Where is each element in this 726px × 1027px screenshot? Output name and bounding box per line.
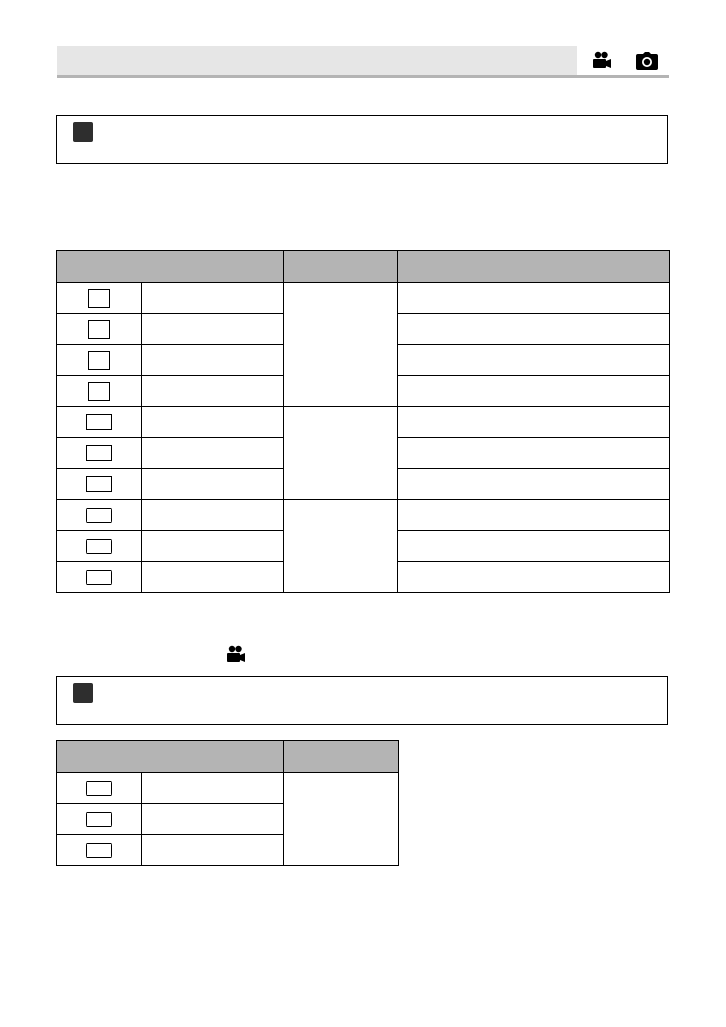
group-cell [284, 407, 398, 500]
group-cell [284, 500, 398, 593]
note-marker-icon [73, 122, 93, 142]
column-header [284, 251, 398, 283]
note-box [56, 115, 668, 164]
row-label [142, 500, 284, 531]
wide-aspect-icon [86, 414, 112, 430]
column-header [398, 251, 670, 283]
row-label [142, 314, 284, 345]
row-value [398, 500, 670, 531]
column-header [57, 741, 284, 773]
settings-table [56, 250, 670, 593]
row-label [142, 469, 284, 500]
header-divider [57, 75, 669, 78]
note-marker-icon [73, 683, 93, 703]
row-label [142, 345, 284, 376]
square-aspect-icon [88, 289, 110, 308]
row-label [142, 531, 284, 562]
table-row [57, 500, 670, 531]
panorama-aspect-icon [86, 508, 112, 523]
row-label [142, 438, 284, 469]
row-value [398, 376, 670, 407]
video-camera-icon [226, 645, 246, 663]
row-label [142, 835, 284, 866]
column-header [57, 251, 284, 283]
panorama-aspect-icon [86, 843, 112, 858]
row-value [398, 562, 670, 593]
panorama-aspect-icon [86, 539, 112, 554]
row-value [398, 345, 670, 376]
note-box [56, 676, 668, 725]
photo-camera-icon [636, 52, 658, 70]
square-aspect-icon [88, 351, 110, 370]
group-cell [284, 283, 398, 407]
row-value [398, 531, 670, 562]
row-label [142, 407, 284, 438]
table-row [57, 773, 399, 804]
table-row [57, 407, 670, 438]
row-value [398, 407, 670, 438]
row-value [398, 283, 670, 314]
square-aspect-icon [88, 320, 110, 339]
panorama-aspect-icon [86, 570, 112, 585]
video-settings-table [56, 740, 399, 866]
row-label [142, 562, 284, 593]
row-value [398, 314, 670, 345]
square-aspect-icon [88, 382, 110, 401]
video-camera-icon [592, 51, 612, 69]
header-bar [57, 46, 577, 75]
column-header [284, 741, 399, 773]
wide-aspect-icon [86, 445, 112, 461]
row-value [398, 438, 670, 469]
wide-aspect-icon [86, 476, 112, 492]
row-label [142, 376, 284, 407]
table-row [57, 283, 670, 314]
row-label [142, 283, 284, 314]
group-cell [284, 773, 399, 866]
table-header-row [57, 741, 399, 773]
panorama-aspect-icon [86, 812, 112, 827]
panorama-aspect-icon [86, 781, 112, 796]
row-value [398, 469, 670, 500]
row-label [142, 804, 284, 835]
row-label [142, 773, 284, 804]
table-header-row [57, 251, 670, 283]
